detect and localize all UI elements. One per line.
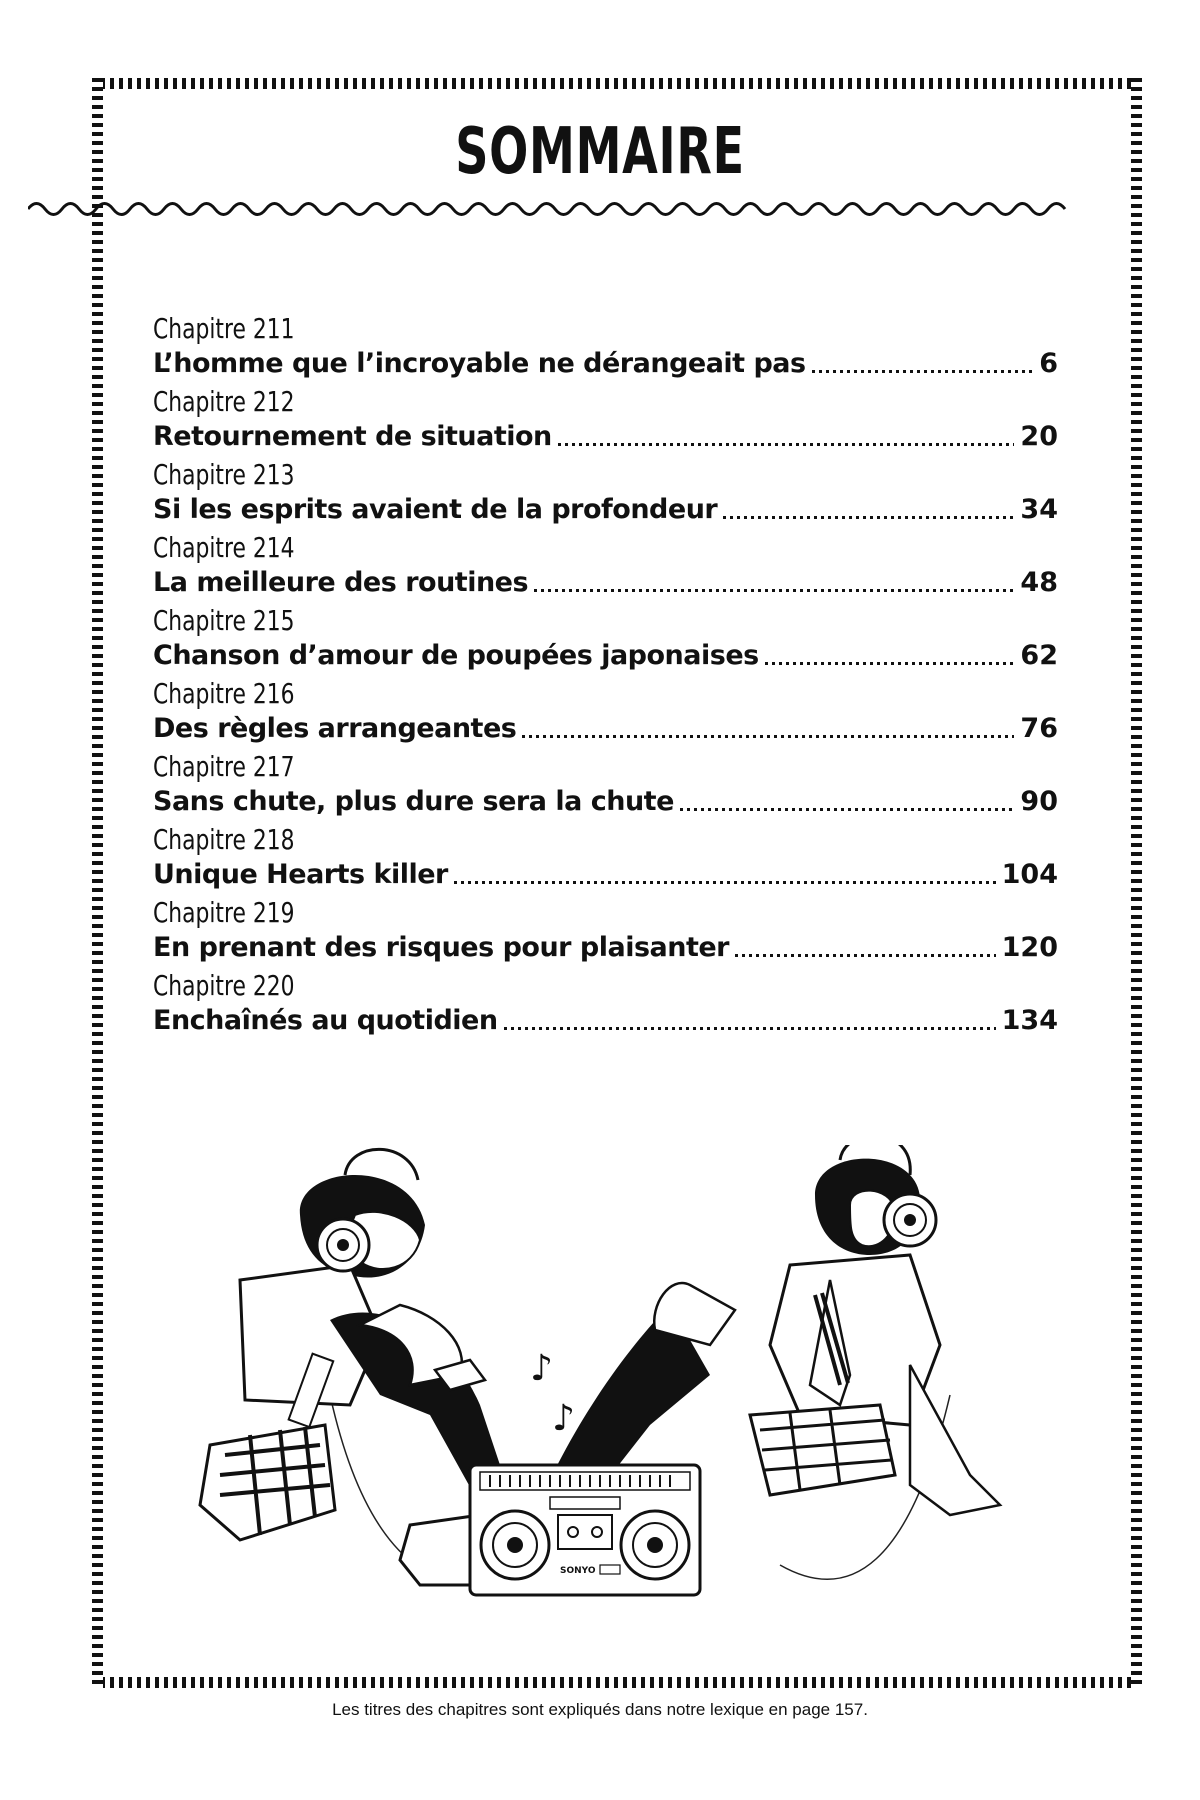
- chapter-title: Si les esprits avaient de la profondeur: [153, 494, 718, 525]
- dot-leader: [680, 808, 1015, 811]
- chapter-number: Chapitre 218: [153, 823, 295, 856]
- page-number: 34: [1020, 494, 1058, 525]
- toc-entry[interactable]: [153, 750, 1058, 823]
- footnote: Les titres des chapitres sont expliqués dans notre lexique en page 157.: [332, 1700, 868, 1719]
- chapter-number: Chapitre 213: [153, 458, 295, 491]
- chapter-number: Chapitre 214: [153, 531, 295, 564]
- page-number: 76: [1020, 713, 1058, 744]
- table-of-contents: [153, 312, 1058, 1042]
- page-number: 120: [1001, 932, 1058, 963]
- dot-leader: [735, 954, 996, 957]
- toc-entry[interactable]: [153, 531, 1058, 604]
- dot-leader: [504, 1027, 996, 1030]
- chapter-title: La meilleure des routines: [153, 567, 529, 598]
- radio-brand-label: SONYO: [560, 1566, 596, 1576]
- page-number: 90: [1020, 786, 1058, 817]
- dot-leader: [522, 735, 1014, 738]
- radio-boombox: [470, 1465, 700, 1595]
- music-note-icon: [530, 1348, 575, 1439]
- chapter-number: Chapitre 219: [153, 896, 295, 929]
- page-number: 134: [1001, 1005, 1058, 1036]
- frame-border-top: [92, 78, 1142, 89]
- toc-entry[interactable]: [153, 896, 1058, 969]
- frame-border-left: [92, 78, 103, 1688]
- page-number: 104: [1001, 859, 1058, 890]
- chapter-title: En prenant des risques pour plaisanter: [153, 932, 729, 963]
- svg-text:♪: ♪: [552, 1398, 575, 1439]
- toc-entry[interactable]: [153, 458, 1058, 531]
- toc-entry[interactable]: [153, 969, 1058, 1042]
- chapter-number: Chapitre 220: [153, 969, 295, 1002]
- chapter-title: Des règles arrangeantes: [153, 713, 517, 744]
- svg-text:♪: ♪: [530, 1348, 553, 1389]
- page-number: 6: [1039, 348, 1058, 379]
- chapter-number: Chapitre 211: [153, 312, 295, 345]
- chapter-title: Sans chute, plus dure sera la chute: [153, 786, 674, 817]
- chapter-title: Enchaînés au quotidien: [153, 1005, 498, 1036]
- dot-leader: [765, 662, 1015, 665]
- frame-border-right: [1131, 78, 1142, 1688]
- illustration-two-girls-with-radio: [150, 1145, 1110, 1665]
- page-number: 20: [1020, 421, 1058, 452]
- page-number: 48: [1020, 567, 1058, 598]
- toc-entry[interactable]: [153, 677, 1058, 750]
- chapter-number: Chapitre 212: [153, 385, 295, 418]
- toc-entry[interactable]: [153, 385, 1058, 458]
- wavy-divider: [28, 198, 1073, 220]
- chapter-title: Retournement de situation: [153, 421, 552, 452]
- chapter-number: Chapitre 216: [153, 677, 295, 710]
- chapter-number: Chapitre 217: [153, 750, 295, 783]
- dot-leader: [534, 589, 1014, 592]
- chapter-title: L’homme que l’incroyable ne dérangeait pas: [153, 348, 806, 379]
- toc-entry[interactable]: [153, 604, 1058, 677]
- chapter-number: Chapitre 215: [153, 604, 295, 637]
- toc-entry[interactable]: [153, 823, 1058, 896]
- dot-leader: [723, 516, 1014, 519]
- toc-entry[interactable]: [153, 312, 1058, 385]
- dot-leader: [812, 370, 1034, 373]
- frame-border-bottom: [92, 1677, 1142, 1688]
- chapter-title: Unique Hearts killer: [153, 859, 448, 890]
- chapter-title: Chanson d’amour de poupées japonaises: [153, 640, 759, 671]
- dot-leader: [454, 881, 996, 884]
- dot-leader: [558, 443, 1015, 446]
- page-number: 62: [1020, 640, 1058, 671]
- page-title: SOMMAIRE: [455, 115, 745, 189]
